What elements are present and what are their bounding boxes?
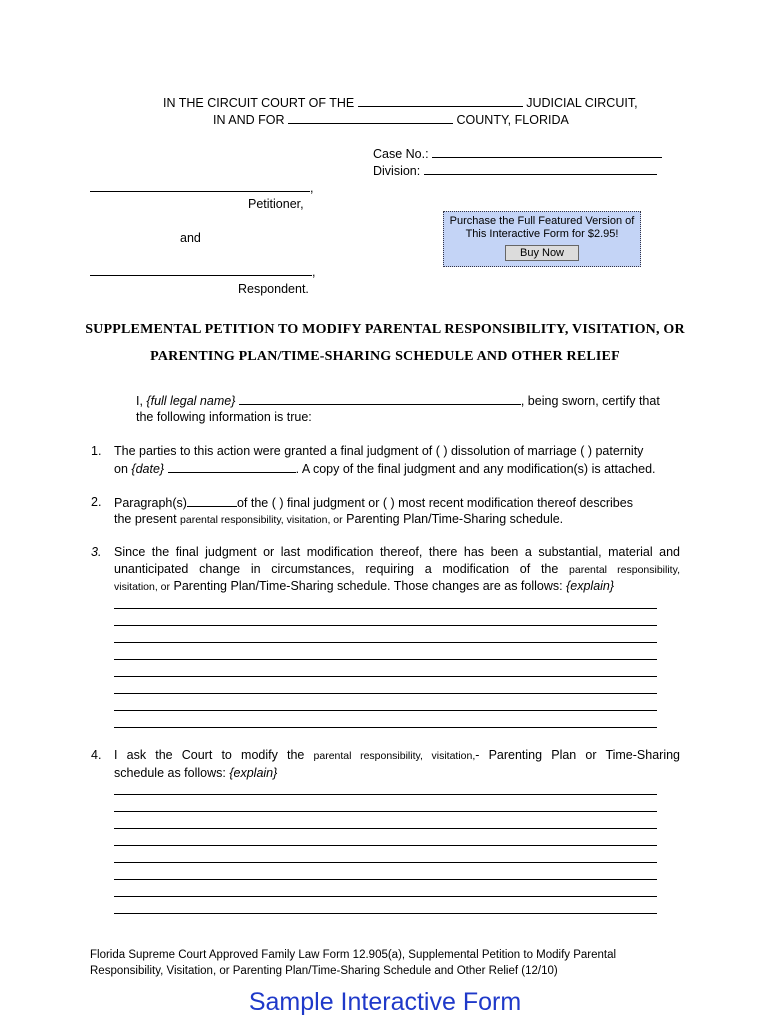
item3-number-text: 3. (91, 545, 102, 559)
item4-answer-line-5[interactable] (114, 862, 657, 863)
case-no-label: Case No.: (373, 147, 429, 161)
county-field[interactable] (288, 111, 453, 124)
full-legal-name-placeholder: {full legal name} (146, 394, 236, 408)
item4-answer-line-2[interactable] (114, 811, 657, 812)
in-and-for-label: IN AND FOR (213, 113, 285, 127)
item3-line2-small: parental responsibility, (569, 564, 680, 576)
purchase-text-line2: This Interactive Form for $2.95! (465, 228, 619, 240)
item3-answer-line-3[interactable] (114, 642, 657, 643)
oath-line1 (136, 392, 660, 410)
item4-line1 (114, 747, 680, 765)
date-placeholder: {date} (131, 462, 165, 476)
petitioner-comma: , (310, 181, 314, 195)
court-header-line1 (163, 94, 638, 112)
court-label: IN THE CIRCUIT COURT OF THE (163, 96, 355, 110)
item4-line2 (114, 765, 277, 782)
item3-answer-line-1[interactable] (114, 608, 657, 609)
item4-answer-line-6[interactable] (114, 879, 657, 880)
item4-line1-small: parental responsibility, visitation, (313, 750, 476, 762)
judgment-date-field[interactable] (168, 460, 296, 473)
form-title-line1: SUPPLEMENTAL PETITION TO MODIFY PARENTAL RESPONSIBILITY, VISITATION, OR (85, 322, 685, 337)
full-legal-name-field[interactable] (239, 392, 521, 405)
item4-explain-placeholder: {explain} (229, 766, 278, 780)
item1-number: 1. (91, 444, 102, 458)
item3-line2 (114, 561, 680, 579)
item1-line1: The parties to this action were granted a final judgment of ( ) dissolution of marriage ( ) paternity (114, 444, 644, 458)
item2-line1 (114, 494, 633, 512)
item3-answer-line-6[interactable] (114, 693, 657, 694)
item3-explain-placeholder: {explain} (566, 579, 615, 593)
item4-answer-line-3[interactable] (114, 828, 657, 829)
sample-watermark: Sample Interactive Form (248, 988, 522, 1016)
item2-number: 2. (91, 495, 102, 509)
paragraphs-label: Paragraph(s) (114, 496, 187, 510)
item4-line2-a: schedule as follows: (114, 766, 230, 780)
item3-number (91, 544, 101, 561)
footer-line1: Florida Supreme Court Approved Family Law Form 12.905(a), Supplemental Petition to Modify Parental (90, 949, 617, 961)
item3-line2-a: unanticipated change in circumstances, requiring a modification of the (114, 562, 570, 576)
item4-answer-line-1[interactable] (114, 794, 657, 795)
division-field[interactable] (424, 162, 657, 175)
item4-answer-line-7[interactable] (114, 896, 657, 897)
petitioner-label: Petitioner, (248, 197, 304, 211)
item3-answer-line-2[interactable] (114, 625, 657, 626)
item4-line1-b: - Parenting Plan or Time-Sharing (475, 748, 680, 762)
purchase-banner (443, 211, 641, 267)
buy-now-button[interactable]: Buy Now (505, 245, 579, 261)
item3-line3 (114, 578, 614, 596)
division-label: Division: (373, 164, 421, 178)
item4-number: 4. (91, 748, 102, 762)
oath-prefix: I, (136, 394, 147, 408)
respondent-comma: , (312, 265, 316, 279)
item4-answer-line-4[interactable] (114, 845, 657, 846)
purchase-text-line1: Purchase the Full Featured Version of (449, 215, 635, 227)
division-row (373, 162, 657, 180)
item4-answer-line-8[interactable] (114, 913, 657, 914)
and-label: and (180, 231, 201, 245)
respondent-name-field[interactable] (90, 275, 312, 276)
oath-line2: the following information is true: (136, 410, 312, 424)
item3-line3-small: visitation, or (114, 581, 171, 593)
item1-on-label: on (114, 462, 132, 476)
footer-line2: Responsibility, Visitation, or Parenting Plan/Time-Sharing Schedule and Other Relief (12/10) (90, 965, 558, 977)
item3-line1: Since the final judgment or last modification thereof, there has been a substantial, material and (114, 545, 680, 559)
oath-suffix: , being sworn, certify that (520, 394, 660, 408)
item3-line3-b: Parenting Plan/Time-Sharing schedule. Those changes are as follows: (170, 579, 567, 593)
item2-line2 (114, 511, 563, 529)
item3-answer-line-5[interactable] (114, 676, 657, 677)
item3-answer-line-4[interactable] (114, 659, 657, 660)
item1-line2-suffix: . A copy of the final judgment and any modification(s) is attached. (295, 462, 656, 476)
item3-answer-line-7[interactable] (114, 710, 657, 711)
court-header-line2 (213, 111, 569, 129)
case-no-row (373, 145, 662, 163)
item2-line2-b: Parenting Plan/Time-Sharing schedule. (342, 512, 564, 526)
item2-line2-a: the present (114, 512, 181, 526)
case-no-field[interactable] (432, 145, 662, 158)
item2-line2-small: parental responsibility, visitation, or (180, 514, 343, 526)
county-label: COUNTY, FLORIDA (456, 113, 569, 127)
item1-line2 (114, 460, 656, 478)
petitioner-name-field[interactable] (90, 191, 310, 192)
paragraphs-field[interactable] (187, 494, 237, 507)
judicial-circuit-label: JUDICIAL CIRCUIT, (526, 96, 638, 110)
item2-line1-suffix: of the ( ) final judgment or ( ) most recent modification thereof describes (236, 496, 633, 510)
form-title-line2: PARENTING PLAN/TIME-SHARING SCHEDULE AND OTHER RELIEF (150, 349, 620, 364)
item4-line1-a: I ask the Court to modify the (114, 748, 314, 762)
respondent-label: Respondent. (238, 282, 309, 296)
judicial-circuit-field[interactable] (358, 94, 523, 107)
item3-answer-line-8[interactable] (114, 727, 657, 728)
